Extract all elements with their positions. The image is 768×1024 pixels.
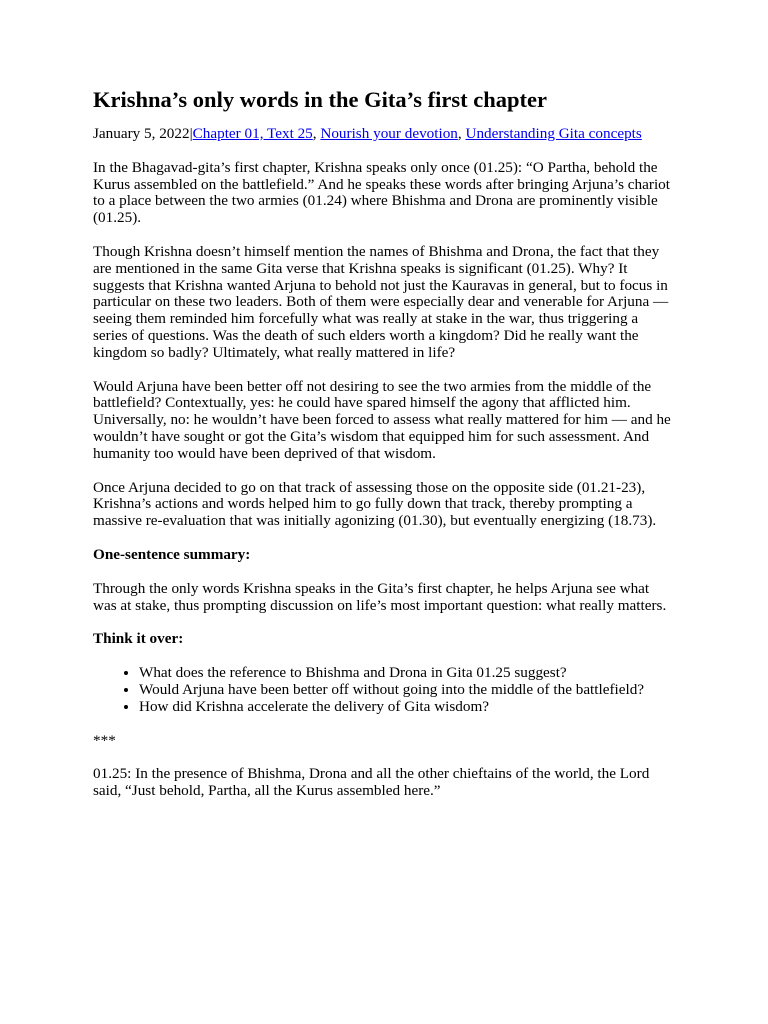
body-paragraph-1: In the Bhagavad-gita’s first chapter, Krishna speaks only once (01.25): “O Partha, behold the Kurus assembled on the battlefield.” And he speaks these words after bringing Arjuna’s chariot to a place between the two armies (01.24) where Bhishma and Drona are prominently visible (01.25). bbox=[93, 158, 670, 227]
tag-comma: , bbox=[457, 125, 466, 142]
questions-list bbox=[93, 665, 676, 715]
verse-translation: 01.25: In the presence of Bhishma, Drona and all the other chieftains of the world, the Lord said, “Just behold, Partha, all the Kurus assembled here.” bbox=[93, 765, 650, 800]
body-paragraph-2: Though Krishna doesn’t himself mention the names of Bhishma and Drona, the fact that they are mentioned in the same Gita verse that Krishna speaks is significant (01.25). Why? It suggests that Krishna wanted Arjuna to behold not just the Kauravas in general, but to focus in particular on these two leaders. Both of them were especially dear and venerable for Arjuna — seeing them reminded him forcefully what was really at stake in the war, thus triggering a series of questions. Was the death of such elders worth a kingdom? Did he really want the kingdom so badly? Ultimately, what really mattered in life? bbox=[93, 242, 669, 361]
tag-link-understanding-gita-concepts[interactable]: Understanding Gita concepts bbox=[465, 125, 642, 142]
think-heading: Think it over: bbox=[93, 630, 184, 648]
question-item: • How did Krishna accelerate the delivery of Gita wisdom? bbox=[139, 699, 676, 716]
article-title: Krishna’s only words in the Gita’s first chapter bbox=[93, 87, 547, 112]
tag-link-nourish-your-devotion[interactable]: Nourish your devotion bbox=[320, 125, 458, 142]
summary-heading: One-sentence summary: bbox=[93, 545, 251, 563]
article-meta bbox=[93, 126, 676, 143]
summary-text: Through the only words Krishna speaks in the Gita’s first chapter, he helps Arjuna see what was at stake, thus prompting discussion on life’s most important question: what really matters. bbox=[93, 579, 667, 614]
body-paragraph-4: Once Arjuna decided to go on that track of assessing those on the opposite side (01.21-23), Krishna’s actions and words helped him to go fully down that track, thereby prompting a massive re-evaluation that was initially agonizing (01.30), but eventually energizing (18.73). bbox=[93, 478, 657, 530]
question-item: • What does the reference to Bhishma and Drona in Gita 01.25 suggest? bbox=[139, 665, 676, 682]
tag-comma: , bbox=[312, 125, 321, 142]
meta-separator: | bbox=[189, 125, 193, 142]
post-date: January 5, 2022 bbox=[93, 125, 190, 142]
question-item: • Would Arjuna have been better off without going into the middle of the battlefield? bbox=[139, 682, 676, 699]
tag-link-chapter-01-text-25[interactable]: Chapter 01, Text 25 bbox=[192, 125, 313, 142]
section-divider: *** bbox=[93, 731, 116, 749]
body-paragraph-3: Would Arjuna have been better off not desiring to see the two armies from the middle of the battlefield? Contextually, yes: he could have spared himself the agony that afflicted him. Universally, no: he wouldn’t have been forced to assess what really mattered for him — and he wouldn’t have sought or got the Gita’s wisdom that equipped him for such assessment. And humanity too would have been deprived of that wisdom. bbox=[93, 377, 671, 462]
